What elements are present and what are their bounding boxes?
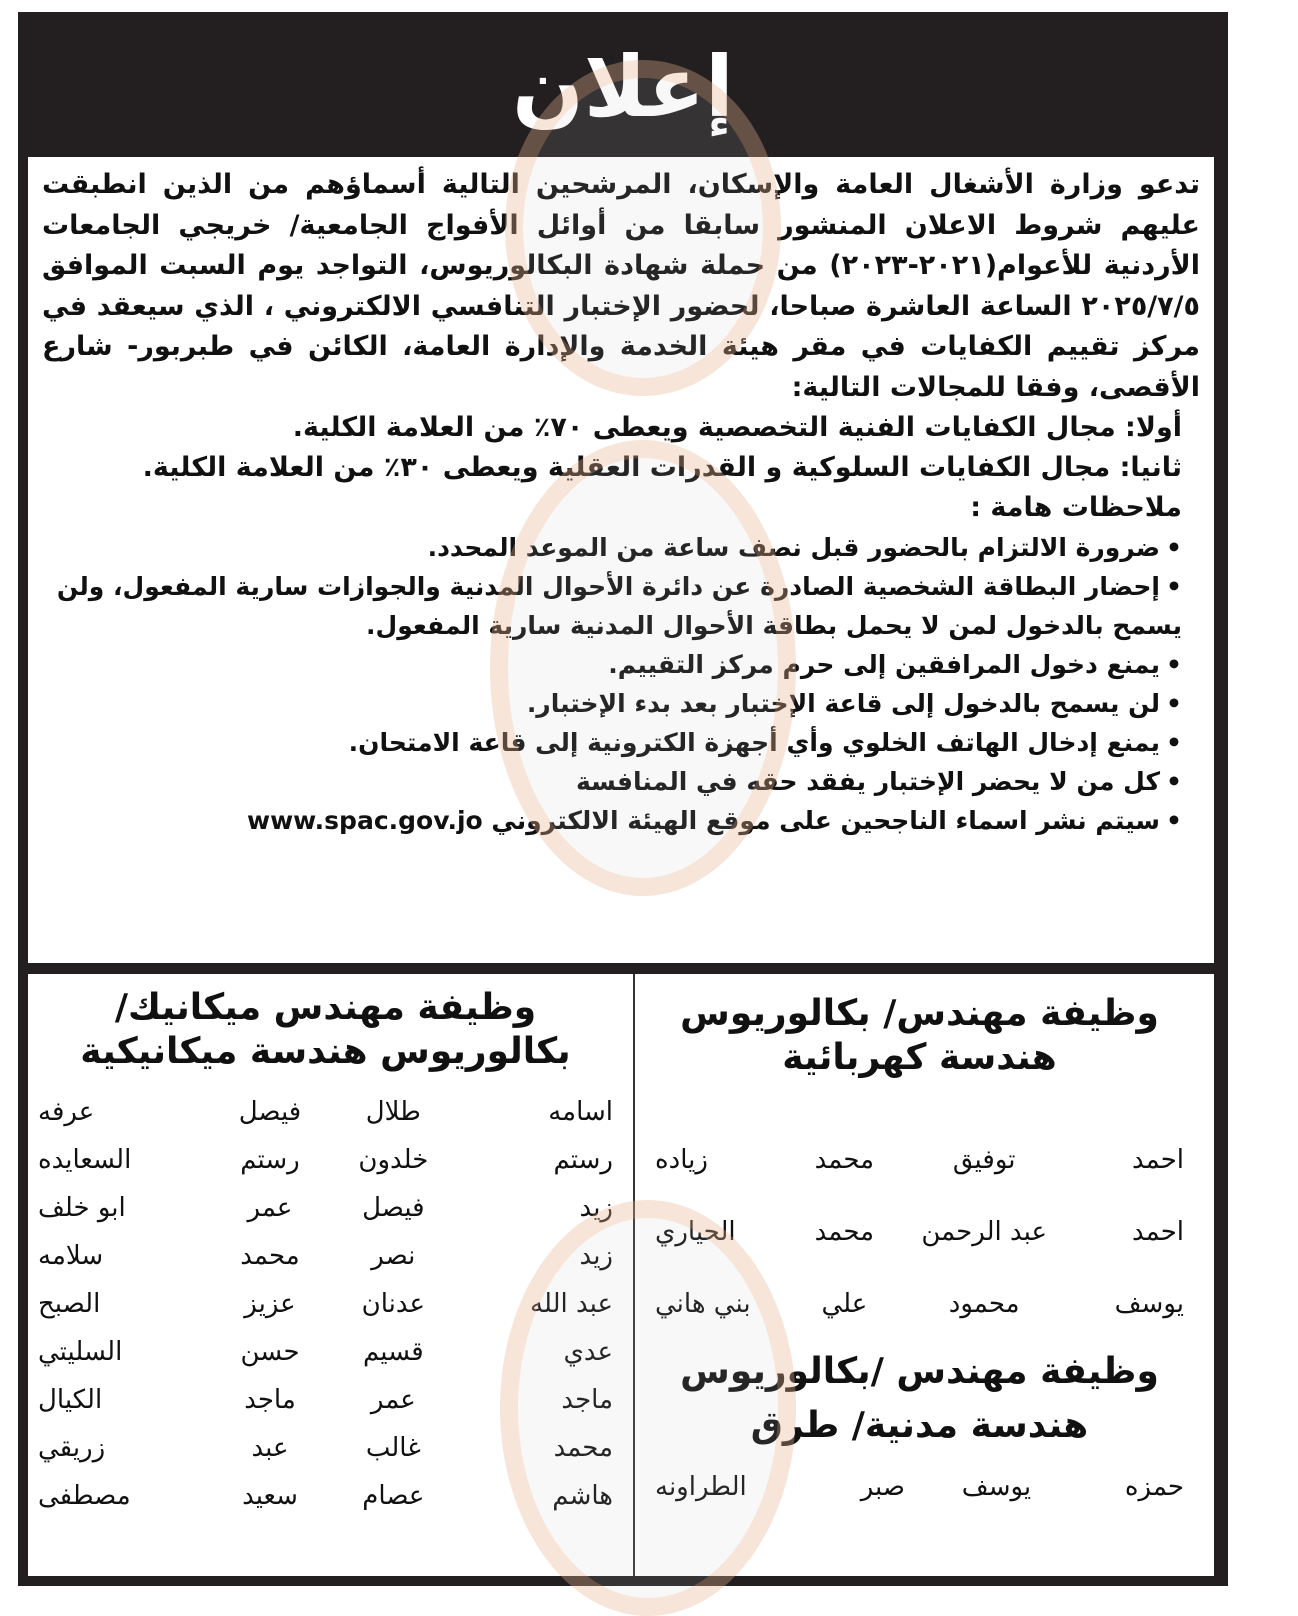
names-table-mechanical [38, 1088, 613, 1520]
column-mechanical [28, 974, 633, 1576]
table-row: حمزه يوسف صبر الطراونه [655, 1472, 1184, 1502]
names-table-electrical [655, 1124, 1184, 1340]
table-row: يوسف محمود علي بني هاني [655, 1289, 1184, 1319]
note-item: •إحضار البطاقة الشخصية الصادرة عن دائرة الأحوال المدنية والجوازات سارية المفعول، ولن يسمح بالدخول لمن لا يحمل بطاقة الأحوال المدنية سارية المفعول. [42, 567, 1186, 645]
table-row: محمد غالب عبد زريقي [38, 1433, 613, 1463]
bullet-icon: • [1166, 689, 1182, 718]
bullet-icon: • [1166, 806, 1182, 835]
table-row: زيد فيصل عمر ابو خلف [38, 1193, 613, 1223]
bullet-icon: • [1166, 728, 1182, 757]
job-title-civil-line1: وظيفة مهندس /بكالوريوس [680, 1351, 1159, 1392]
note-item: •كل من لا يحضر الإختبار يفقد حقه في المنافسة [42, 762, 1186, 801]
job-electrical [655, 992, 1184, 1340]
note-item-website: •سيتم نشر اسماء الناجحين على موقع الهيئة الالكتروني www.spac.gov.jo [42, 801, 1186, 840]
announcement-header [18, 12, 1228, 155]
announcement-frame [18, 12, 1228, 1586]
table-row: زيد نصر محمد سلامه [38, 1241, 613, 1271]
announcement-body [28, 157, 1214, 963]
bullet-icon: • [1166, 650, 1182, 679]
field-item-1: أولا: مجال الكفايات الفنية التخصصية ويعطى ٧٠٪ من العلامة الكلية. [292, 412, 1182, 443]
names-table-civil [655, 1462, 1184, 1512]
table-row: احمد توفيق محمد زياده [655, 1145, 1184, 1175]
job-title-mechanical-line2: بكالوريوس هندسة ميكانيكية [80, 1031, 571, 1072]
bullet-icon: • [1166, 533, 1182, 562]
table-row: اسامه طلال فيصل عرفه [38, 1097, 613, 1127]
job-title-electrical-line2: هندسة كهربائية [782, 1037, 1057, 1078]
table-row: عدي قسيم حسن السليتي [38, 1337, 613, 1367]
website-link[interactable]: www.spac.gov.jo [246, 806, 483, 835]
job-title-electrical-line1: وظيفة مهندس/ بكالوريوس [680, 993, 1159, 1034]
candidates-section [28, 974, 1214, 1576]
field-item-2: ثانيا: مجال الكفايات السلوكية و القدرات العقلية ويعطى ٣٠٪ من العلامة الكلية. [142, 452, 1182, 483]
intro-paragraph: تدعو وزارة الأشغال العامة والإسكان، المرشحين التالية أسماؤهم من الذين انطبقت عليهم شروط الاعلان المنشور سابقا من أوائل الأفواج الجامعية/ خريجي الجامعات الأردنية للأعوام(٢٠٢١-٢٠٢٣) من حملة شهادة البكالوريوس، التواجد يوم السبت الموافق ٢٠٢٥/٧/٥ الساعة العاشرة صباحا، لحضور الإختبار التنافسي الالكتروني ، الذي سيعقد في مركز تقييم الكفايات في مقر هيئة الخدمة والإدارة العامة، الكائن في طبربور- شارع الأقصى، وفقا للمجالات التالية: [42, 169, 1201, 403]
note-item: •يمنع إدخال الهاتف الخلوي وأي أجهزة الكترونية إلى قاعة الامتحان. [42, 723, 1186, 762]
table-row: عبد الله عدنان عزيز الصبح [38, 1289, 613, 1319]
job-civil [655, 1350, 1184, 1512]
bullet-icon: • [1166, 767, 1182, 796]
table-row: هاشم عصام سعيد مصطفى [38, 1481, 613, 1511]
job-title-civil-line2: هندسة مدنية/ طرق [750, 1405, 1089, 1446]
announcement-title: إعلان [512, 37, 734, 136]
table-row: ماجد عمر ماجد الكيال [38, 1385, 613, 1415]
note-item: •ضرورة الالتزام بالحضور قبل نصف ساعة من الموعد المحدد. [42, 528, 1186, 567]
column-electrical-civil [633, 974, 1214, 1576]
job-title-mechanical-line1: وظيفة مهندس ميكانيك/ [114, 987, 537, 1028]
notes-heading: ملاحظات هامة : [970, 492, 1182, 523]
note-item: •لن يسمح بالدخول إلى قاعة الإختبار بعد بدء الإختبار. [42, 684, 1186, 723]
bullet-icon: • [1166, 572, 1182, 601]
table-row: رستم خلدون رستم السعايده [38, 1145, 613, 1175]
table-row: احمد عبد الرحمن محمد الحياري [655, 1217, 1184, 1247]
note-item: •يمنع دخول المرافقين إلى حرم مركز التقييم. [42, 645, 1186, 684]
notes-list [42, 528, 1200, 840]
